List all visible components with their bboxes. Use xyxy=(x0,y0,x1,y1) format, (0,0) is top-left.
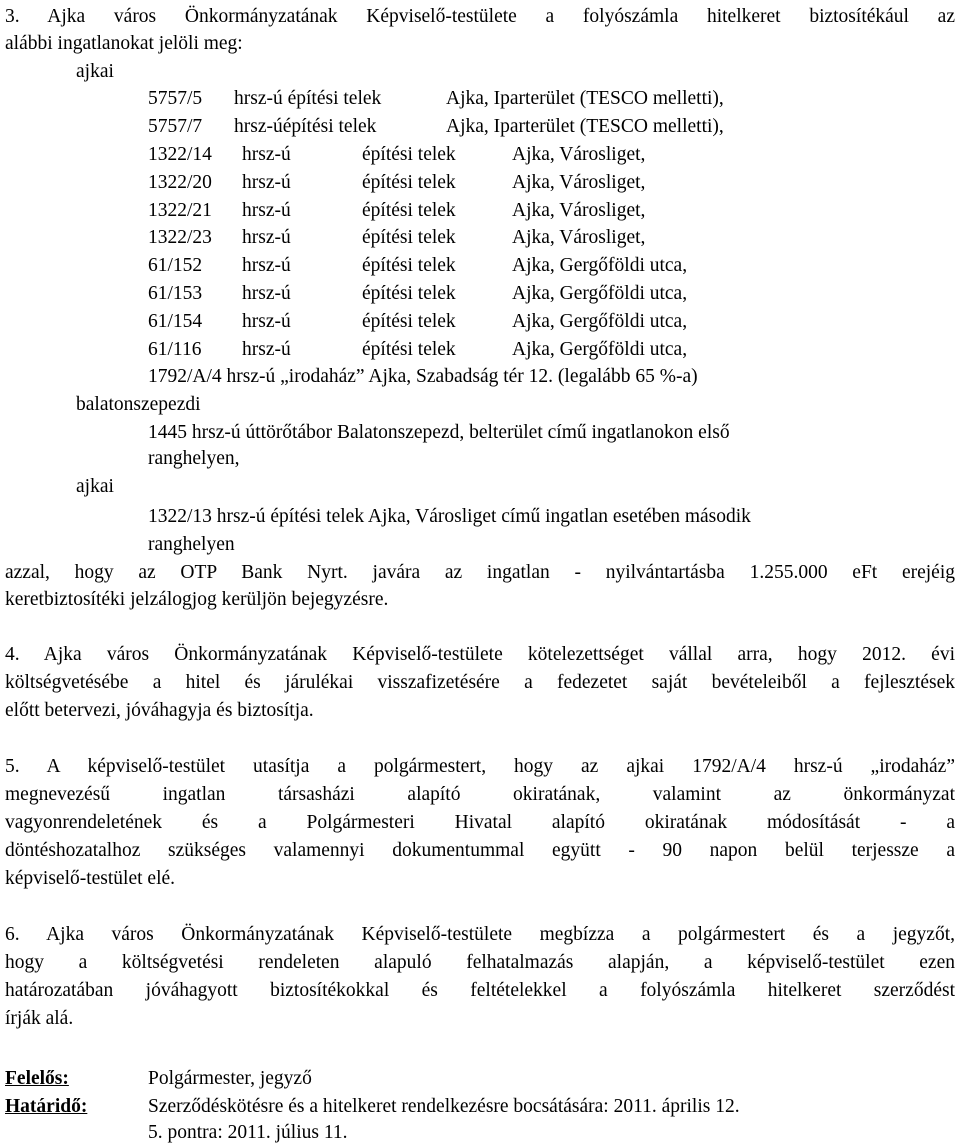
lot-hrsz: 1322/14 xyxy=(148,144,212,165)
lot-place: Ajka, Városliget, xyxy=(512,171,646,193)
lot-type: építési telek xyxy=(362,255,456,277)
lot-type: építési telek xyxy=(362,310,456,332)
deadline-value: Szerződéskötésre és a hitelkeret rendelkezésre bocsátására: 2011. április 12. xyxy=(148,1096,740,1117)
lot-place: Ajka, Iparterület (TESCO melletti), xyxy=(446,116,724,137)
lot-hrsz: 61/153 xyxy=(148,283,203,304)
lot-hrsz: 5757/7 xyxy=(148,116,203,137)
balaton-line1: 1445 hrsz-ú úttörőtábor Balatonszepezd, belterület című ingatlanokon első xyxy=(148,422,730,443)
lot-place: Ajka, Gergőföldi utca, xyxy=(512,255,688,277)
lot-place: Ajka, Gergőföldi utca, xyxy=(512,310,688,332)
balaton-line2: ranghelyen, xyxy=(148,448,240,469)
otp-line2: keretbiztosítéki jelzálogjog kerüljön bejegyzésre. xyxy=(5,589,389,610)
item5-line5: képviselő-testület elé. xyxy=(5,868,176,889)
lot-suffix: hrsz-ú xyxy=(242,338,291,360)
lot-suffix: hrsz-ú xyxy=(242,171,291,193)
ajka2-line1: 1322/13 hrsz-ú építési telek Ajka, Városliget című ingatlan esetében második xyxy=(148,506,751,527)
lot-hrsz: 61/116 xyxy=(148,338,202,360)
lot-hrsz: 61/152 xyxy=(148,255,203,277)
lot-place: Ajka, Gergőföldi utca, xyxy=(512,338,688,360)
town-label-balatonszepezdi: balatonszepezdi xyxy=(76,394,201,415)
lot-hrsz: 61/154 xyxy=(148,310,203,332)
item5-line3: vagyonrendeletének és a Polgármesteri Hivatal alapító okiratának módosítását - a xyxy=(5,812,955,833)
lot-type: építési telek xyxy=(362,144,456,165)
item5-line1: 5. A képviselő-testület utasítja a polgármestert, hogy az ajkai 1792/A/4 hrsz-ú „irodaház” xyxy=(5,756,955,777)
lot-suffix: hrsz-ú xyxy=(242,310,291,332)
lot-suffix: hrsz-ú xyxy=(242,283,291,304)
lot-type: építési telek xyxy=(362,171,456,193)
item6-line4: írják alá. xyxy=(5,1008,74,1029)
lot-hrsz: 5757/5 xyxy=(148,88,203,109)
item6-line2: hogy a költségvetési rendeleten alapuló felhatalmazás alapján, a képviselő-testület ezen xyxy=(5,952,955,973)
lot-hrsz: 1322/20 xyxy=(148,171,212,193)
lot-suffix: hrsz-ú xyxy=(242,255,291,277)
lot-type: építési telek xyxy=(362,338,456,360)
item4-line1: 4. Ajka város Önkormányzatának Képviselő-testülete kötelezettséget vállal arra, hogy 2012. évi xyxy=(5,644,955,665)
ajka2-line2: ranghelyen xyxy=(148,534,235,555)
item3-line2: alábbi ingatlanokat jelöli meg: xyxy=(5,33,243,54)
lot-place: Ajka, Városliget, xyxy=(512,199,646,221)
office-lot-row: 1792/A/4 hrsz-ú „irodaház” Ajka, Szabadság tér 12. (legalább 65 %-a) xyxy=(148,366,698,387)
item5-line4: döntéshozatalhoz szükséges valamennyi dokumentummal együtt - 90 napon belül terjessze a xyxy=(5,840,955,861)
item4-line3: előtt betervezi, jóváhagyja és biztosítja. xyxy=(5,700,314,721)
lot-suffix: hrsz-ú xyxy=(242,227,291,249)
lot-type: építési telek xyxy=(362,227,456,249)
lot-suffix: hrsz-ú xyxy=(242,199,291,221)
item6-line1: 6. Ajka város Önkormányzatának Képviselő-testülete megbízza a polgármestert és a jegyzőt, xyxy=(5,924,955,945)
item4-line2: költségvetésébe a hitel és járulékai visszafizetésére a fedezetet saját bevételeiből a fejlesztések xyxy=(5,672,955,693)
lot-hrsz: 1322/23 xyxy=(148,227,212,249)
item5-line2: megnevezésű ingatlan társasházi alapító okiratának, valamint az önkormányzat xyxy=(5,784,955,805)
responsible-value: Polgármester, jegyző xyxy=(148,1068,312,1089)
item3-line1: 3. Ajka város Önkormányzatának Képviselő-testülete a folyószámla hitelkeret biztosítékául az xyxy=(5,6,955,27)
town-label-ajkai: ajkai xyxy=(76,61,114,82)
lot-place: Ajka, Gergőföldi utca, xyxy=(512,283,688,304)
lot-suffix: hrsz-ú xyxy=(242,144,291,165)
item6-line3: határozatában jóváhagyott biztosítékokkal és feltételekkel a folyószámla hitelkeret szerződést xyxy=(5,980,955,1001)
otp-line1: azzal, hogy az OTP Bank Nyrt. javára az ingatlan - nyilvántartásba 1.255.000 eFt erejéig xyxy=(5,562,955,583)
responsible-label: Felelős: xyxy=(5,1068,69,1089)
lot-hrsz: 1322/21 xyxy=(148,199,212,221)
lot-place: Ajka, Iparterület (TESCO melletti), xyxy=(446,88,724,109)
lot-type: építési telek xyxy=(362,199,456,221)
lot-type: építési telek xyxy=(362,283,456,304)
lot-type: hrsz-ú építési telek xyxy=(234,88,382,109)
lot-type: hrsz-úépítési telek xyxy=(234,116,377,137)
deadline-value-2: 5. pontra: 2011. július 11. xyxy=(148,1122,348,1143)
town-label-ajkai-2: ajkai xyxy=(76,476,114,497)
lot-place: Ajka, Városliget, xyxy=(512,144,646,165)
deadline-label: Határidő: xyxy=(5,1096,88,1117)
lot-place: Ajka, Városliget, xyxy=(512,227,646,249)
